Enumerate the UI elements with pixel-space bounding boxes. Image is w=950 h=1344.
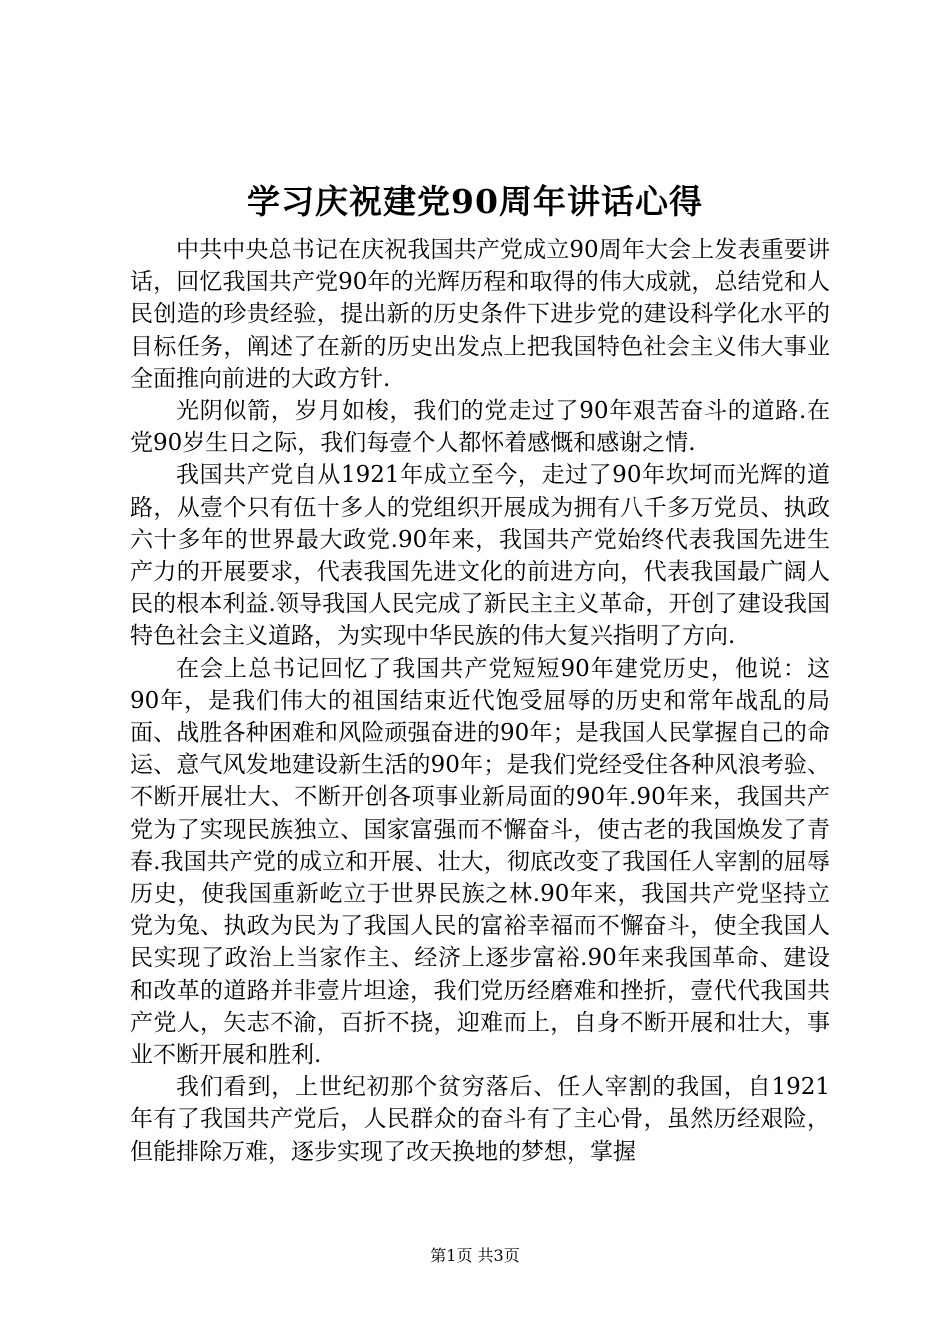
document-title: 学习庆祝建党90周年讲话心得: [247, 182, 703, 221]
paragraph: 光阴似箭，岁月如梭，我们的党走过了90年艰苦奋斗的道路.在党90岁生日之际，我们每壹个人都怀着感慨和感谢之情.: [130, 398, 830, 457]
document-body: [130, 234, 830, 1168]
paragraph: 我们看到，上世纪初那个贫穷落后、任人宰割的我国，自1921年有了我国共产党后，人民群众的奋斗有了主心骨，虽然历经艰险，但能排除万难，逐步实现了改天换地的梦想，掌握: [130, 1074, 830, 1165]
page-number-footer: 第1页 共3页: [430, 1246, 520, 1265]
paragraph: 我国共产党自从1921年成立至今，走过了90年坎坷而光辉的道路，从壹个只有伍十多人的党组织开展成为拥有八千多万党员、执政六十多年的世界最大政党.90年来，我国共产党始终代表我国先进生产力的开展要求，代表我国先进文化的前进方向，代表我国最广阔人民的根本利益.领导我国人民完成了新民主主义革命，开创了建设我国特色社会主义道路，为实现中华民族的伟大复兴指明了方向.: [130, 462, 830, 650]
paragraph: 在会上总书记回忆了我国共产党短短90年建党历史，他说：这90年，是我们伟大的祖国结束近代饱受屈辱的历史和常年战乱的局面、战胜各种困难和风险顽强奋进的90年；是我国人民掌握自己的命运、意气风发地建设新生活的90年；是我们党经受住各种风浪考验、不断开展壮大、不断开创各项事业新局面的90年.90年来，我国共产党为了实现民族独立、国家富强而不懈奋斗，使古老的我国焕发了青春.我国共产党的成立和开展、壮大，彻底改变了我国任人宰割的屈辱历史，使我国重新屹立于世界民族之林.90年来，我国共产党坚持立党为兔、执政为民为了我国人民的富裕幸福而不懈奋斗，使全我国人民实现了政治上当家作主、经济上逐步富裕.90年来我国革命、建设和改革的道路并非壹片坦途，我们党历经磨难和挫折，壹代代我国共产党人，矢志不渝，百折不挠，迎难而上，自身不断开展和壮大，事业不断开展和胜利.: [130, 655, 830, 1069]
paragraph: 中共中央总书记在庆祝我国共产党成立90周年大会上发表重要讲话，回忆我国共产党90年的光辉历程和取得的伟大成就，总结党和人民创造的珍贵经验，提出新的历史条件下进步党的建设科学化水平的目标任务，阐述了在新的历史出发点上把我国特色社会主义伟大事业全面推向前进的大政方针.: [130, 237, 830, 392]
